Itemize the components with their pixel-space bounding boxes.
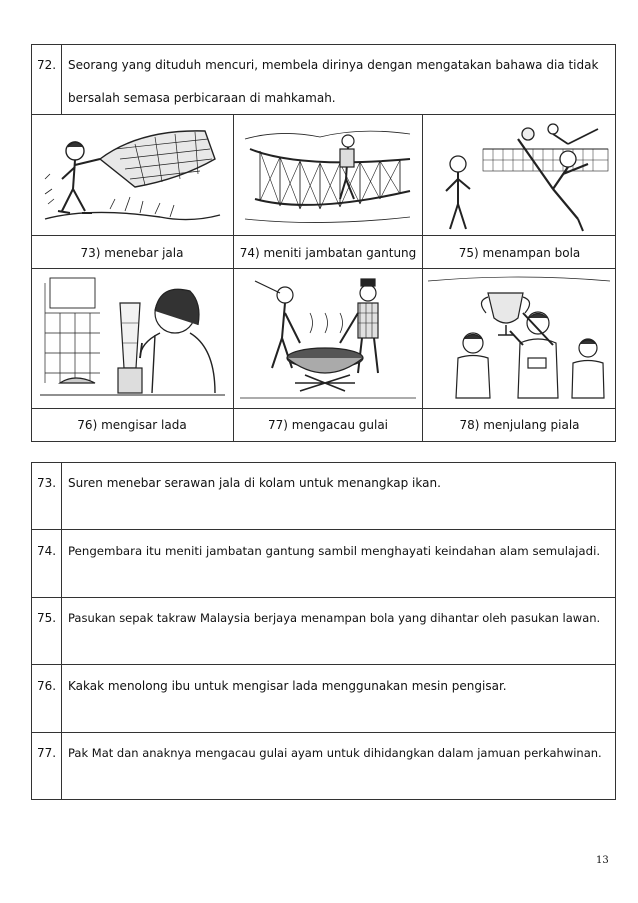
- question-72-line-2: bersalah semasa perbicaraan di mahkamah.: [68, 91, 336, 105]
- caption-78: 78) menjulang piala: [459, 418, 580, 432]
- sentences-row-divider: [31, 732, 616, 733]
- sepak-takraw-illustration: [428, 119, 610, 232]
- sentence-number: 74.: [37, 544, 57, 558]
- sentence-text: Pak Mat dan anaknya mengacau gulai ayam untuk dihidangkan dalam jamuan perkahwinan.: [68, 746, 602, 760]
- sentence-number: 76.: [37, 679, 57, 693]
- grid-column-divider: [233, 114, 234, 442]
- question-72-number: 72.: [37, 58, 57, 72]
- sentence-text: Pengembara itu meniti jambatan gantung sambil menghayati keindahan alam semulajadi.: [68, 544, 601, 558]
- caption-75: 75) menampan bola: [458, 246, 581, 260]
- suspension-bridge-illustration: [240, 119, 416, 232]
- caption-76: 76) mengisar lada: [77, 418, 187, 432]
- question-72-divider: [31, 114, 616, 115]
- sentence-text: Kakak menolong ibu untuk mengisar lada menggunakan mesin pengisar.: [68, 679, 507, 693]
- question-72-number-divider: [61, 44, 62, 114]
- caption-73: 73) menebar jala: [80, 246, 184, 260]
- sentence-text: Suren menebar serawan jala di kolam untuk menangkap ikan.: [68, 476, 441, 490]
- grid-column-divider: [422, 114, 423, 442]
- cooking-wok-illustration: [240, 273, 416, 404]
- sentence-number: 73.: [37, 476, 57, 490]
- sentences-number-divider: [61, 462, 62, 800]
- sentences-row-divider: [31, 529, 616, 530]
- caption-77: 77) mengacau gulai: [267, 418, 389, 432]
- page-number: 13: [596, 855, 609, 866]
- casting-net-illustration: [40, 119, 225, 232]
- grid-row-divider: [31, 235, 616, 236]
- sentences-row-divider: [31, 664, 616, 665]
- trophy-illustration: [428, 273, 610, 404]
- grid-row-divider: [31, 408, 616, 409]
- caption-74: 74) meniti jambatan gantung: [239, 246, 417, 260]
- question-72-line-1: Seorang yang dituduh mencuri, membela dirinya dengan mengatakan bahawa dia tidak: [68, 58, 599, 72]
- sentence-number: 77.: [37, 746, 57, 760]
- blender-illustration: [40, 273, 225, 404]
- grid-row-divider: [31, 268, 616, 269]
- sentence-text: Pasukan sepak takraw Malaysia berjaya menampan bola yang dihantar oleh pasukan lawan.: [68, 611, 601, 625]
- sentences-row-divider: [31, 597, 616, 598]
- sentence-number: 75.: [37, 611, 57, 625]
